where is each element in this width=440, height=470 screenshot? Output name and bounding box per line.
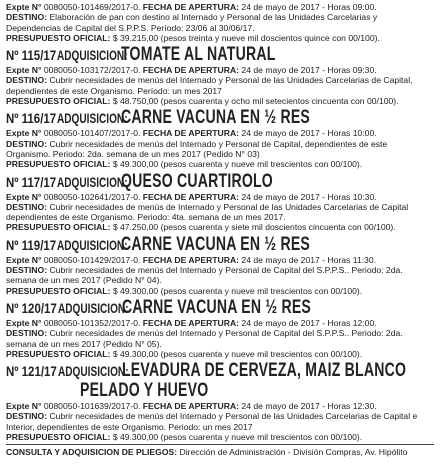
entry-number: Nº 116/17 [6,110,57,127]
adquisicion-label: ADQUISICION: [57,299,129,316]
entry-title [6,298,434,318]
presupuesto-line: PRESUPUESTO OFICIAL: $ 49.300,00 (pesos cuarenta y nueve mil trescientos con 00/100). [6,348,363,359]
entry-number: Nº 119/17 [6,236,57,253]
destino-line: DESTINO: Cubrir necesidades de menús del Internado y Personal de Capital del S.P.P.S.. Periodo: 2da. semana de un mes 2017 (Pedido N° 05). [6,328,403,349]
destino-line: DESTINO: Cubrir necesidades de menús del Internado y Personal de las Unidades Carcelarias de Capital e Interior, dependientes de este Organismo. Periodo: un mes 2017 [6,411,418,432]
destino-line: DESTINO: Cubrir necesidades de menús del Internado y Personal de Capital del S.P.P.S.. Periodo: 2da. semana de un mes 2017 (Pedido N° 04). [6,265,403,286]
tender-entry [6,298,434,359]
adquisicion-label: ADQUISICION: [57,236,128,253]
tender-entry [6,45,434,106]
entry-title [6,45,434,65]
destino-line: DESTINO: Cubrir necesidades de menús del Internado y Personal de Capital, dependientes de este Organismo. Periodo: 2da. semana de un mes 2017 (Pedido N° 03) [6,138,388,159]
destino-line: DESTINO: Elaboración de pan con destino al Internado y Personal de las Unidades Carcelarias y Dependencias de Capital del S.P.P.S. Período: 23/06 al 30/06/17. [6,12,378,33]
entry-title [6,172,434,192]
destino-line: DESTINO: Cubrir necesidades de menús de Internado y Personal de las Unidades Carcelarias de Capital dependientes de este Organismo. Periodo: 4ta. semana de un mes 2017. [6,201,409,223]
tender-entry [6,0,434,43]
entry-number: Nº 121/17 [6,363,57,380]
item-name: LEVADURA DE CERVEZA, MAIZ BLANCO [121,360,407,382]
tender-entry [6,172,434,233]
entry-number: Nº 115/17 [6,47,57,64]
entry-title [6,108,434,128]
presupuesto-line: PRESUPUESTO OFICIAL: $ 48.750,00 (pesos cuarenta y ocho mil setecientos cincuenta con 00/100). [6,96,399,107]
tender-entry [6,108,434,169]
entry-number: Nº 120/17 [6,299,57,316]
expte-line: Expte N° 0080050-102641/2017-0. FECHA DE APERTURA: 24 de mayo de 2017 - Horas 10:30. [6,191,377,202]
item-name: CARNE VACUNA EN ½ RES [121,233,311,255]
expte-line: Expte N° 0080050-101429/2017-0. FECHA DE APERTURA: 24 de mayo de 2017 - Horas 11:30. [6,254,376,265]
entry-title [6,361,434,381]
divider [6,444,434,445]
item-name: QUESO CUARTIROLO [121,170,274,192]
presupuesto-line: PRESUPUESTO OFICIAL: $ 49.300,00 (pesos cuarenta y nueve mil trescientos con 00/100). [6,432,363,443]
presupuesto-line: PRESUPUESTO OFICIAL: $ 49.300,00 (pesos cuarenta y nueve mil trescientos con 00/100). [6,285,363,296]
adquisicion-label: ADQUISICION: [57,110,128,127]
item-name: TOMATE AL NATURAL [121,44,276,66]
tender-entry [6,235,434,296]
expte-line: Expte N° 0080050-101469/2017-0. FECHA DE APERTURA: 24 de mayo de 2017 - Horas 09:00. [6,2,377,12]
expte-line: Expte N° 0080050-101352/2017-0. FECHA DE APERTURA: 24 de mayo de 2017 - Horas 12:00. [6,317,377,328]
entry-number: Nº 117/17 [6,173,57,190]
adquisicion-label: ADQUISICION: [57,47,128,64]
tender-entry [6,361,434,442]
adquisicion-label: ADQUISICION: [57,173,128,190]
expte-line: Expte N° 0080050-103172/2017-0. FECHA DE APERTURA: 24 de mayo de 2017 - Horas 09:30. [6,65,377,76]
expte-line: Expte N° 0080050-101407/2017-0. FECHA DE APERTURA: 24 de mayo de 2017 - Horas 10:00. [6,128,377,139]
destino-line: DESTINO: Cubrir necesidades de menús del Internado y Personal de las Unidades Carcelarias de Capital, dependientes de este Organismo. Período: un mes 2017 [6,75,413,96]
footer-line: CONSULTA Y ADQUISICION DE PLIEGOS: Dirección de Administración - División Compras, Av. Hipólito [6,447,408,458]
adquisicion-label: ADQUISICION: [57,363,129,380]
presupuesto-line: PRESUPUESTO OFICIAL: $ 39.215,00 (pesos treinta y nueve mil doscientos quince con 00/100). [6,32,380,43]
expte-line: Expte N° 0080050-101639/2017-0. FECHA DE APERTURA: 24 de mayo de 2017 - Horas 12:30. [6,401,377,412]
presupuesto-line: PRESUPUESTO OFICIAL: $ 49.300,00 (pesos cuarenta y nueve mil trescientos con 00/100). [6,159,363,170]
item-name: CARNE VACUNA EN ½ RES [121,296,311,318]
item-name-continued: PELADO Y HUEVO [80,380,209,402]
item-name: CARNE VACUNA EN ½ RES [121,107,311,129]
entry-title [6,235,434,255]
presupuesto-line: PRESUPUESTO OFICIAL: $ 47.250,00 (pesos cuarenta y siete mil doscientos cincuenta con 00/100). [6,222,396,233]
